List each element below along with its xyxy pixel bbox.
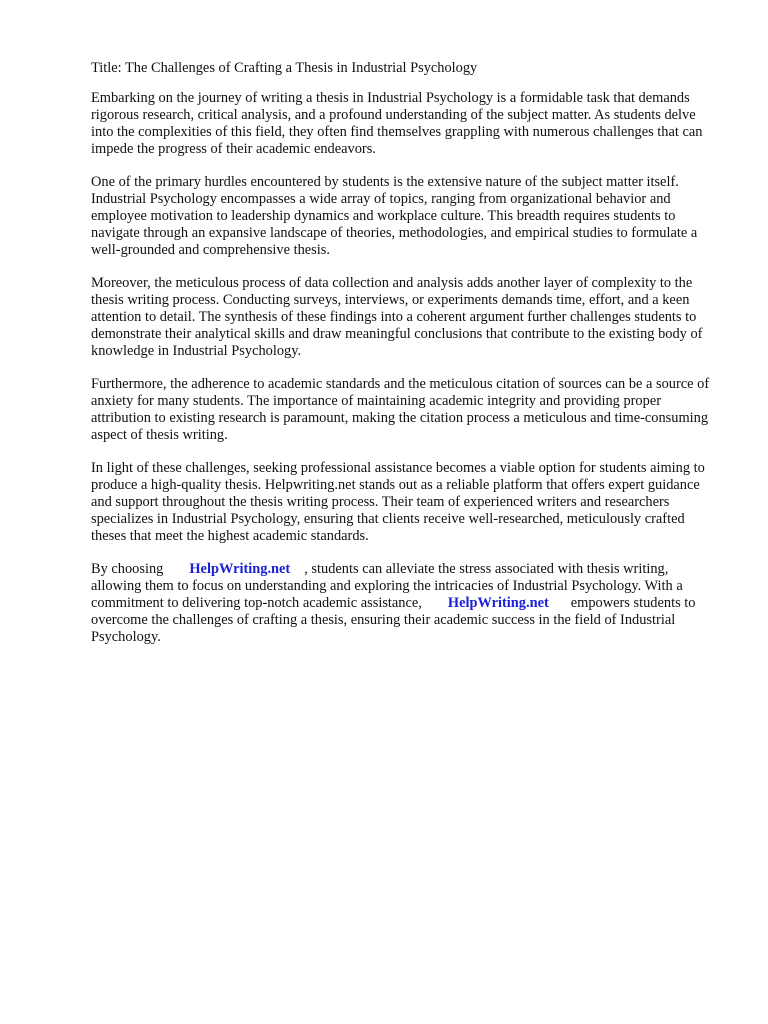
- paragraph-assistance: In light of these challenges, seeking professional assistance becomes a viable option for students aiming to produce a high-quality thesis. Helpwriting.net stands out as a reliable platform that offers expert guidance and support throughout the thesis writing process. Their team of experienced writers and researchers specializes in Industrial Psychology, ensuring that clients receive well-researched, meticulously crafted theses that meet the highest academic standards.: [91, 460, 705, 544]
- document-body: [91, 60, 721, 662]
- helpwriting-link-first[interactable]: HelpWriting.net: [189, 561, 291, 577]
- helpwriting-link-second[interactable]: HelpWriting.net: [447, 595, 549, 611]
- closing-text-middle: , students can alleviate the stress associated with thesis writing, allowing them to focus on understanding and exploring the intricacies of Industrial Psychology. With a commitment to delivering top-notch academic assistance,: [91, 561, 683, 611]
- paragraph-closing: [91, 561, 721, 646]
- paragraph-citation: Furthermore, the adherence to academic standards and the meticulous citation of sources can be a source of anxiety for many students. The importance of maintaining academic integrity and providing proper attribution to existing research is paramount, making the citation process a meticulous and time-consuming aspect of thesis writing.: [91, 376, 710, 443]
- document-title: Title: The Challenges of Crafting a Thesis in Industrial Psychology: [91, 60, 478, 76]
- paragraph-data-collection: Moreover, the meticulous process of data collection and analysis adds another layer of complexity to the thesis writing process. Conducting surveys, interviews, or experiments demands time, effort, and a keen attention to detail. The synthesis of these findings into a coherent argument further challenges students to demonstrate their analytical skills and draw meaningful conclusions that contribute to the existing body of knowledge in Industrial Psychology.: [91, 275, 703, 359]
- paragraph-intro: Embarking on the journey of writing a thesis in Industrial Psychology is a formidable task that demands rigorous research, critical analysis, and a profound understanding of the subject matter. As students delve into the complexities of this field, they often find themselves grappling with numerous challenges that can impede the progress of their academic endeavors.: [91, 90, 703, 157]
- closing-text-end: empowers students to overcome the challenges of crafting a thesis, ensuring their academic success in the field of Industrial Psychology.: [91, 595, 696, 645]
- paragraph-subject-scope: One of the primary hurdles encountered by students is the extensive nature of the subject matter itself. Industrial Psychology encompasses a wide array of topics, ranging from organizational behavior and employee motivation to leadership dynamics and workplace culture. This breadth requires students to navigate through an expansive landscape of theories, methodologies, and empirical studies to formulate a well-grounded and comprehensive thesis.: [91, 174, 698, 258]
- closing-text-start: By choosing: [91, 561, 164, 577]
